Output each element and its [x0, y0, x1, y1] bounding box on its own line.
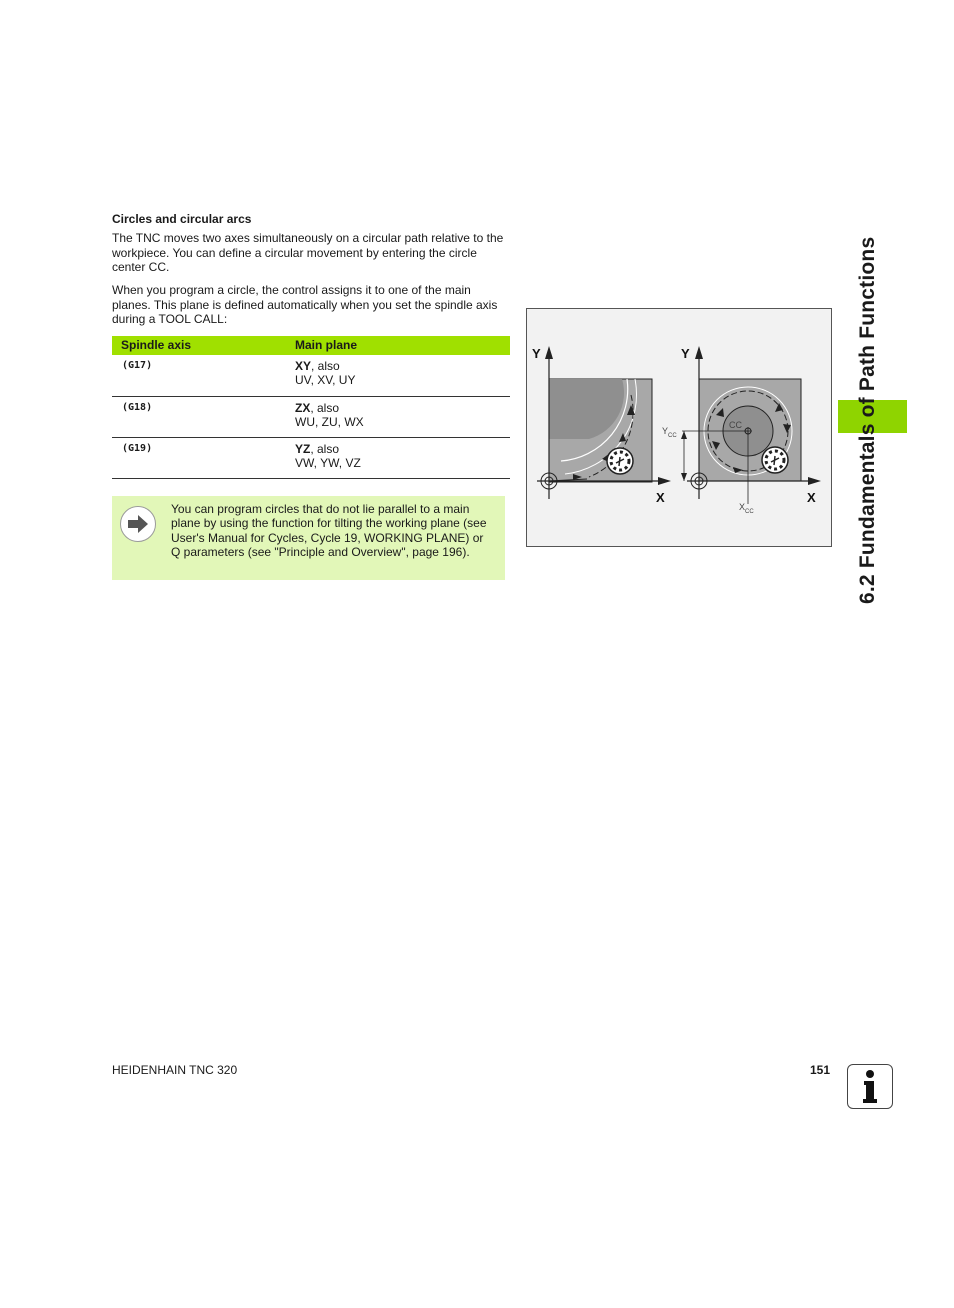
intro-paragraph: The TNC moves two axes simultaneously on a circular path relative to the workpiece. You can define a circular movement by entering the circle center CC.: [112, 231, 504, 275]
xcc-label: $X_{CC}$: [739, 502, 754, 515]
cc-label: CC: [729, 420, 742, 430]
circle-diagram: [526, 308, 832, 547]
header-main-plane: Main plane: [295, 338, 358, 352]
spindle-code: (G17): [122, 360, 153, 371]
main-plane: XY, also UV, XV, UY: [295, 359, 356, 387]
right-y-label: Y: [681, 346, 690, 361]
table-row: [112, 397, 510, 438]
note-text: You can program circles that do not lie parallel to a main plane by using the function for tilting the working plane (see User's Manual for Cycles, Cycle 19, WORKING PLANE) or Q parameters (see "Principle and Overview", page 196).: [171, 502, 487, 560]
plane-paragraph: When you program a circle, the control assigns it to one of the main planes. This plane is defined automatically when you set the spindle axis during a TOOL CALL:: [112, 283, 498, 327]
header-spindle-axis: Spindle axis: [121, 338, 192, 352]
spindle-code: (G18): [122, 402, 153, 413]
right-x-label: X: [807, 490, 816, 505]
left-x-label: X: [656, 490, 665, 505]
left-y-label: Y: [532, 346, 541, 361]
main-plane: YZ, also VW, YW, VZ: [295, 442, 361, 470]
section-title: Circles and circular arcs: [112, 212, 252, 226]
spindle-code: (G19): [122, 443, 153, 454]
ycc-label: $Y_{CC}$: [662, 426, 677, 439]
table-header: [112, 336, 510, 355]
main-plane: ZX, also WU, ZU, WX: [295, 401, 364, 429]
table-row: [112, 355, 510, 397]
info-icon: [847, 1064, 893, 1109]
footer-product: HEIDENHAIN TNC 320: [112, 1063, 238, 1077]
chapter-title: 6.2 Fundamentals of Path Functions: [856, 236, 879, 604]
arrow-right-icon: [120, 506, 156, 542]
page-number: 151: [810, 1063, 831, 1077]
table-row: [112, 438, 510, 479]
